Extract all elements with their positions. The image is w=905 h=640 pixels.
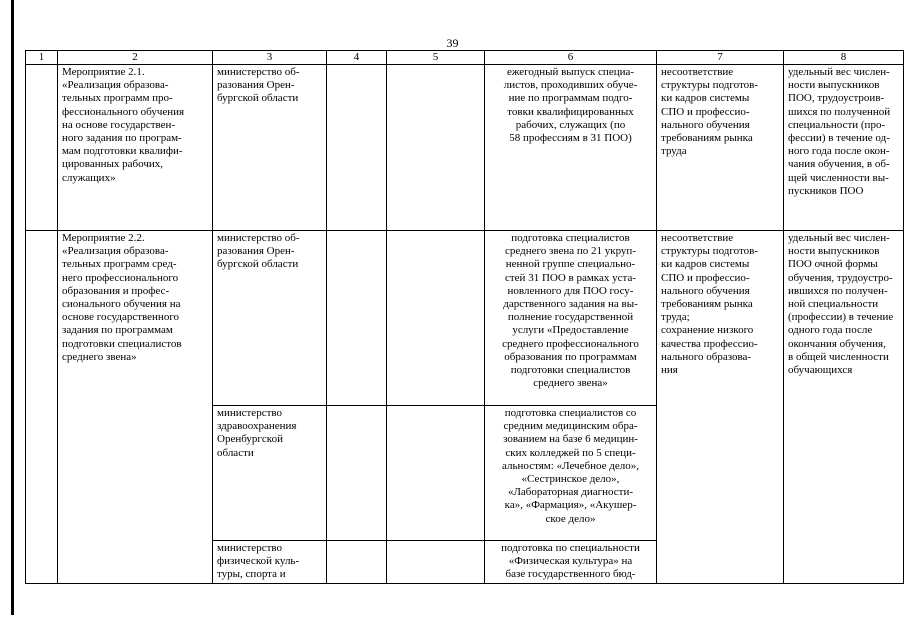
header-col-3: 3 [213, 51, 327, 65]
binder-margin-line [11, 0, 14, 615]
expected-result-text: подготовка специалистов со средним медицинским обра- зованием на базе 6 медицин- ских колледжей по 5 специ- альностям: «Лечебное дело», «Сестринское дело», «Лабораторная диагности- ка», «Фармация», «Акушер- ское дело» [502, 407, 639, 525]
row2a-col4-cell [327, 231, 387, 406]
header-col-1: 1 [26, 51, 58, 65]
header-col-5: 5 [387, 51, 485, 65]
expected-result-text: ежегодный выпуск специа- листов, проходивших обуче- ние по программам подго- товки квалифицированных рабочих, служащих (по 58 профессиям в 31 ПОО) [503, 66, 638, 145]
row1-result-cell [485, 65, 657, 231]
executor-text: министерство об- разования Орен- бургской области [217, 232, 300, 271]
row2b-col4-cell [327, 406, 387, 541]
measure-2-1-text: Мероприятие 2.1. «Реализация образова- тельных программ про- фессионального обучения на основе государствен- ного задания по програм- мам подготовки квалифи- цированных рабочих, служащих» [62, 66, 185, 184]
row1-executor-cell [213, 65, 327, 231]
row2a-col5-cell [387, 231, 485, 406]
header-col-4: 4 [327, 51, 387, 65]
row2c-executor-cell [213, 541, 327, 584]
expected-result-text: подготовка специалистов среднего звена по 21 укруп- ненной группе специально- стей 31 ПОО в рамках уста- новленного для ПОО госу- дарственного задания на вы- полнение государственной услуги «Предоставление среднего профессионального образования по программам подготовки специалистов среднего звена» [502, 232, 639, 390]
risk-text: несоответствие структуры подготов- ки кадров системы СПО и профессио- нального обучения требованиям рынка труда; сохранение низкого качества профессио- нального образова- ния [661, 232, 758, 377]
row1-risk-cell [657, 65, 784, 231]
header-col-7: 7 [657, 51, 784, 65]
row2a-result-cell [485, 231, 657, 406]
row1-col4-cell [327, 65, 387, 231]
indicator-text: удельный вес числен- ности выпускников ПОО очной формы обучения, трудоустро- ившихся по получен- ной специальности (профессии) в течение одного года после окончания обучения, в общей численности обучающихся [788, 232, 894, 377]
measure-2-2-text: Мероприятие 2.2. «Реализация образова- тельных программ сред- него профессионального образования и профес- сионального обучения на основе государственного задания по программам подготовки специалистов среднего звена» [62, 232, 182, 363]
risk-text: несоответствие структуры подготов- ки кадров системы СПО и профессио- нального обучения требованиям рынка труда [661, 66, 758, 158]
row1-measure-cell [58, 65, 213, 231]
executor-text: министерство об- разования Орен- бургской области [217, 66, 300, 105]
executor-text: министерство физической куль- туры, спорта и [217, 542, 300, 581]
row1-col5-cell [387, 65, 485, 231]
table-row [26, 65, 904, 231]
header-col-8: 8 [784, 51, 904, 65]
page-number: 39 [446, 36, 459, 50]
row2b-col5-cell [387, 406, 485, 541]
table-row [26, 231, 904, 406]
row2-risk-cell [657, 231, 784, 584]
expected-result-text: подготовка по специальности «Физическая культура» на базе государственного бюд- [501, 542, 640, 581]
row1-number-cell [26, 65, 58, 231]
executor-text: министерство здравоохранения Оренбургской области [217, 407, 297, 459]
row2b-executor-cell [213, 406, 327, 541]
row2a-executor-cell [213, 231, 327, 406]
indicator-text: удельный вес числен- ности выпускников ПОО, трудоустроив- шихся по полученной специальности (про- фессии) в течение од- ного года после окон- чания обучения, в об- щей численности вы- пускников ПОО [788, 66, 891, 197]
row2-number-cell [26, 231, 58, 584]
header-col-2: 2 [58, 51, 213, 65]
row2-measure-cell [58, 231, 213, 584]
row2c-col5-cell [387, 541, 485, 584]
row2c-col4-cell [327, 541, 387, 584]
row2b-result-cell [485, 406, 657, 541]
header-row [26, 51, 904, 65]
row1-indicator-cell [784, 65, 904, 231]
header-col-6: 6 [485, 51, 657, 65]
document-table [25, 50, 904, 584]
row2-indicator-cell [784, 231, 904, 584]
row2c-result-cell [485, 541, 657, 584]
